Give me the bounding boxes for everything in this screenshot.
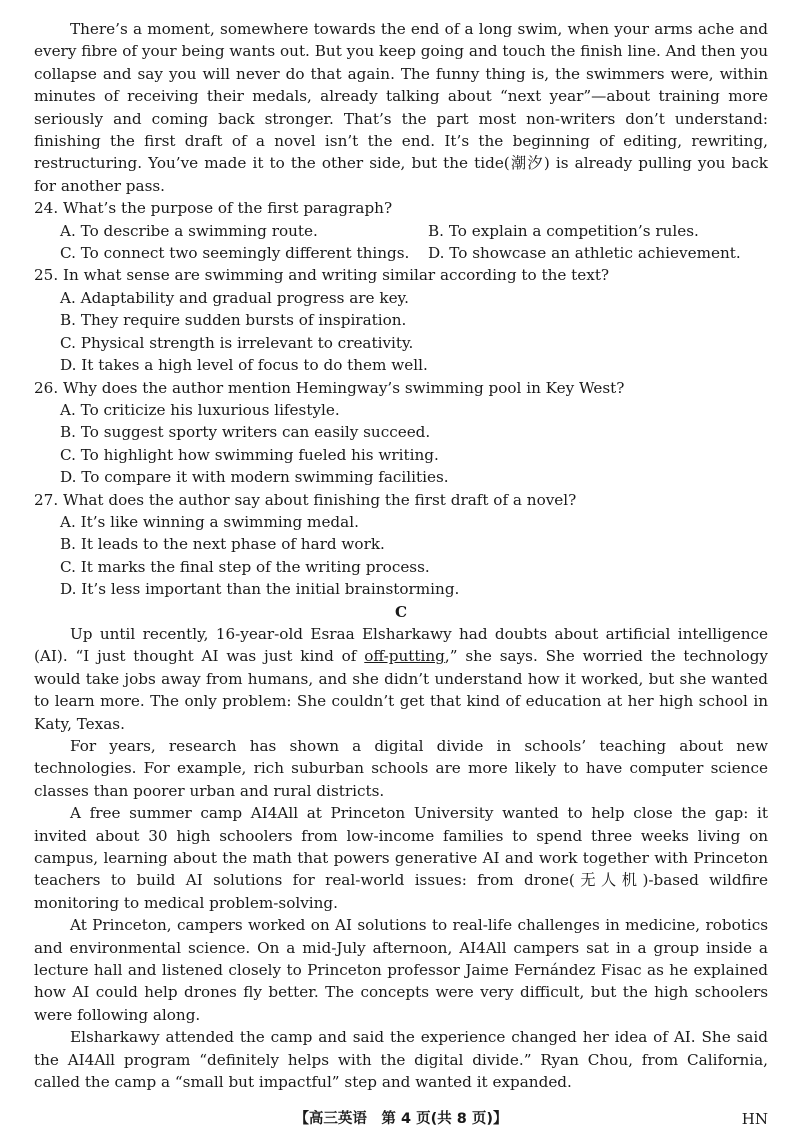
passage-c-paragraph-2: For years, research has shown a digital divide in schools’ teaching about new technologies. For example, rich suburban schools are more likely to have computer science classes than poorer urban and rural districts. xyxy=(34,737,768,800)
section-heading-c: C xyxy=(394,602,408,621)
question-24 xyxy=(34,197,768,264)
option-b: B. They require sudden bursts of inspiration. xyxy=(60,311,407,330)
paragraph-text: ,” she says. She worried the technology would take jobs away from humans, and she didn’t understand how it worked, but she wanted to learn more. The only problem: She couldn’t get that kind of education at her high school in Katy, Texas. xyxy=(34,647,768,733)
question-stem: 27. What does the author say about finishing the first draft of a novel? xyxy=(34,490,577,509)
option-d: D. It’s less important than the initial brainstorming. xyxy=(60,580,460,599)
paragraph-text: Up until recently, 16-year-old Esraa Elsharkawy had doubts about artificial intelligence (AI). “I just thought AI was just kind of xyxy=(34,624,768,666)
option-a: A. It’s like winning a swimming medal. xyxy=(60,512,359,531)
passage-c-paragraph-3: A free summer camp AI4All at Princeton University wanted to help close the gap: it invited about 30 high schoolers from low-income families to spend three weeks living on campus, learning about the math that powers generative AI and work together with Princeton teachers to build AI solutions for real-world issues: from drone(无人机)-based wildfire monitoring to medical problem-solving. xyxy=(34,804,768,912)
option-a: A. Adaptability and gradual progress are key. xyxy=(60,288,409,307)
passage-c-paragraph-1 xyxy=(34,623,768,735)
option-c: C. Physical strength is irrelevant to creativity. xyxy=(60,333,414,352)
question-stem: 24. What’s the purpose of the first paragraph? xyxy=(34,199,393,218)
option-d: D. To compare it with modern swimming facilities. xyxy=(60,468,449,487)
option-a: A. To criticize his luxurious lifestyle. xyxy=(60,400,340,419)
question-27 xyxy=(34,489,768,601)
passage-c-paragraph-4: At Princeton, campers worked on AI solutions to real-life challenges in medicine, robotics and environmental science. On a mid-July afternoon, AI4All campers sat in a group inside a lecture hall and listened closely to Princeton professor Jaime Fernández Fisac as he explained how AI could help drones fly better. The concepts were very difficult, but the high schoolers were following along. xyxy=(34,916,768,1024)
option-d: D. To showcase an athletic achievement. xyxy=(428,244,741,263)
passage-c-paragraph-5: Elsharkawy attended the camp and said the experience changed her idea of AI. She said the AI4All program “definitely helps with the digital divide.” Ryan Chou, from California, called the camp a “small but impactful” step and wanted it expanded. xyxy=(34,1028,768,1092)
option-c: C. It marks the final step of the writing process. xyxy=(60,557,430,576)
question-26 xyxy=(34,377,768,489)
option-a: A. To describe a swimming route. xyxy=(60,221,318,240)
option-c: C. To connect two seemingly different things. xyxy=(60,244,410,263)
passage-b-final-paragraph: There’s a moment, somewhere towards the end of a long swim, when your arms ache and every fibre of your being wants out. But you keep going and touch the finish line. And then you collapse and say you will never do that again. The funny thing is, the swimmers were, within minutes of receiving their medals, already talking about “next year”—about training more seriously and coming back stronger. That’s the part most non-writers don’t understand: finishing the first draft of a novel isn’t the end. It’s the beginning of editing, rewriting, restructuring. You’ve made it to the other side, but the tide(潮汐) is already pulling you back for another pass. xyxy=(34,20,768,195)
underlined-phrase: off-putting xyxy=(364,647,445,666)
options-grid xyxy=(34,220,768,265)
option-d: D. It takes a high level of focus to do them well. xyxy=(60,356,428,375)
question-25 xyxy=(34,264,768,376)
option-b: B. To suggest sporty writers can easily succeed. xyxy=(60,423,431,442)
option-b: B. It leads to the next phase of hard work. xyxy=(60,535,385,554)
footer-region-code: HN xyxy=(741,1110,768,1128)
option-b: B. To explain a competition’s rules. xyxy=(428,221,699,240)
page-footer xyxy=(34,1108,768,1132)
option-c: C. To highlight how swimming fueled his writing. xyxy=(60,445,439,464)
footer-page-info: 【高三英语 第 4 页(共 8 页)】 xyxy=(294,1111,508,1127)
exam-page xyxy=(34,18,768,1094)
question-stem: 25. In what sense are swimming and writing similar according to the text? xyxy=(34,266,610,285)
question-stem: 26. Why does the author mention Hemingway’s swimming pool in Key West? xyxy=(34,378,625,397)
